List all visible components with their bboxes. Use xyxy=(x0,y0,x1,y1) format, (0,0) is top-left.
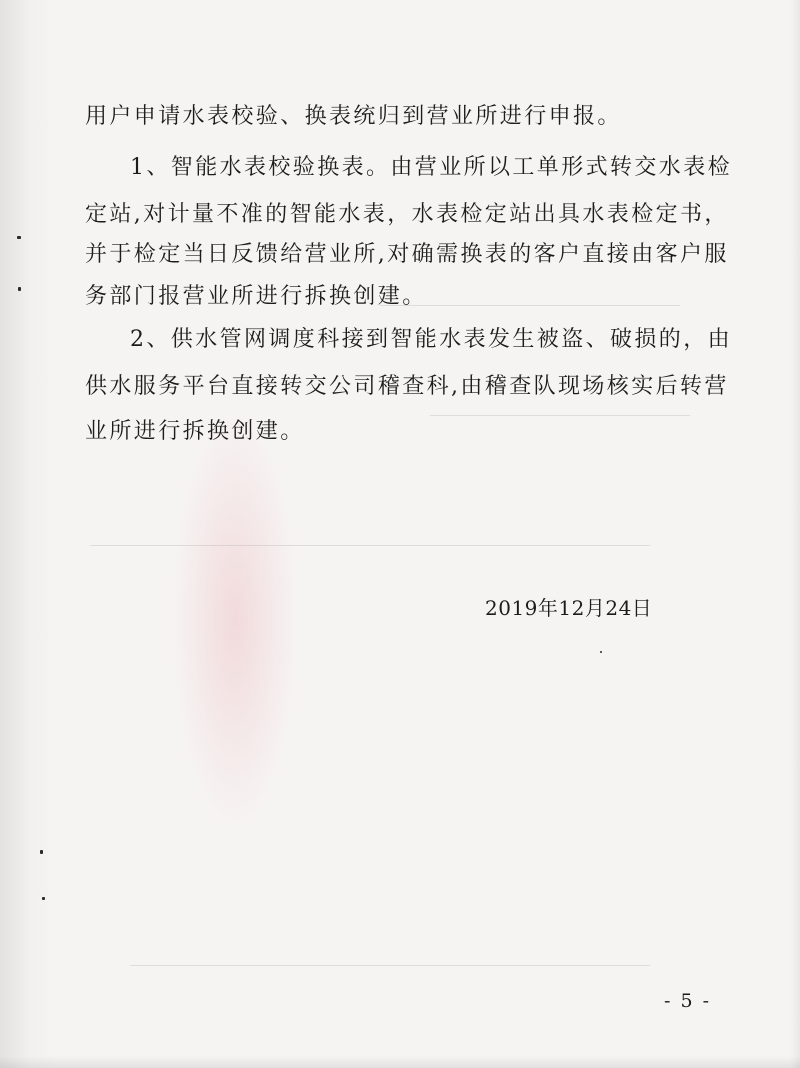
body-text-line: 业所进行拆换创建。 xyxy=(85,419,305,444)
bleed-through-line xyxy=(90,545,650,546)
scan-edge-shadow xyxy=(790,0,800,1068)
scan-speck xyxy=(18,287,21,291)
body-text-line: 1、智能水表校验换表。由营业所以工单形式转交水表检 xyxy=(130,155,732,180)
body-text-line: 供水服务平台直接转交公司稽查科,由稽查队现场核实后转营 xyxy=(85,374,729,399)
body-text-line: 定站,对计量不准的智能水表，水表检定站出具水表检定书， xyxy=(85,202,729,227)
page-number: - 5 - xyxy=(664,990,712,1012)
scan-speck xyxy=(42,897,45,900)
scan-speck xyxy=(40,850,43,854)
bleed-through-line xyxy=(130,965,650,966)
body-text-line: 并于检定当日反馈给营业所,对确需换表的客户直接由客户服 xyxy=(85,242,729,267)
bleed-through-line xyxy=(430,415,690,416)
body-text-line: 用户申请水表校验、换表统归到营业所进行申报。 xyxy=(85,104,622,129)
scan-speck xyxy=(600,651,602,653)
body-text-line: 务部门报营业所进行拆换创建。 xyxy=(85,284,427,309)
scan-speck xyxy=(17,236,21,239)
scan-edge-shadow-bottom xyxy=(0,1056,800,1068)
body-text-line: 2、供水管网调度科接到智能水表发生被盗、破损的，由 xyxy=(130,327,732,352)
document-date: 2019年12月24日 xyxy=(485,596,653,620)
